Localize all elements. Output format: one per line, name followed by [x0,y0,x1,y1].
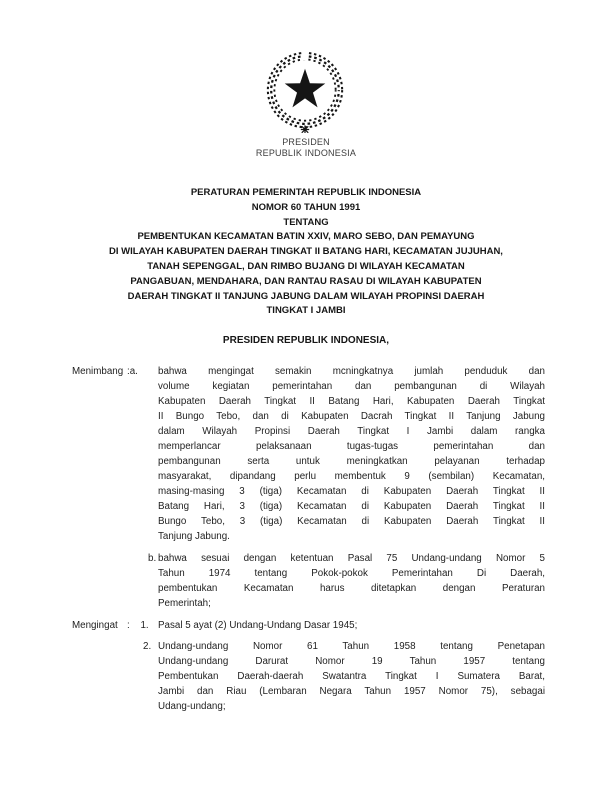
clause-mengingat-1 [72,618,545,633]
clause-menimbang-b [72,551,545,611]
text-line: volume kegiatan pemerintahan dan pembangunan di Wilayah [158,381,545,392]
clause-marker: 2. [143,641,152,652]
text-line: DI WILAYAH KABUPATEN DAERAH TINGKAT II BATANG HARI, KECAMATAN JUJUHAN, [109,246,503,258]
letterhead-institution: PRESIDEN [282,137,330,147]
presidential-seal-image [266,49,344,133]
letterhead [0,137,612,160]
text-line: Udang-undang; [158,701,226,712]
text-line: Tanjung Jabung. [158,531,230,542]
text-line: Undang-undang Darurat Nomor 19 Tahun 1957 tentang [158,656,545,667]
text-line: II Bungo Tebo, dan di Kabupaten Dacrah Tingkat II Tanjung Jabung [158,411,545,422]
clause-text [158,551,545,611]
clause-label: Menimbang [72,366,124,377]
text-line: PANGABUAN, MENDAHARA, DAN RANTAU RASAU DI WILAYAH KABUPATEN [130,275,482,287]
star-icon [285,69,326,108]
clause-marker: b. [148,553,157,564]
text-line: dalam Wilayah Propinsi Daerah Tingkat I Jambi dalam rangka [158,426,545,437]
clause-text [158,364,545,544]
text-line: pembentukan Kecamatan harus ditetapkan dengan Peraturan [158,583,545,594]
salutation: PRESIDEN REPUBLIK INDONESIA, [222,335,390,346]
ribbon-knot-icon [301,125,309,133]
clause-mengingat-2 [72,639,545,714]
text-line: PERATURAN PEMERINTAH REPUBLIK INDONESIA [190,187,422,198]
text-line: Jambi dan Riau (Lembaran Negara Tahun 1957 Nomor 75), sebagai [158,686,545,697]
clause-menimbang-a [72,364,545,544]
text-line: pembangunan serta untuk meningkatkan pelayanan terhadap [158,456,545,467]
clauses-section [72,364,545,714]
text-line: Batang Hari, 3 (tiga) Kecamatan di Kabupaten Daerah Tingkat II [158,501,545,512]
text-line: NOMOR 60 TAHUN 1991 [251,201,361,213]
text-line: TANAH SEPENGGAL, DAN RIMBO BUJANG DI WILAYAH KECAMATAN [147,260,465,272]
text-line: Undang-undang Nomor 61 Tahun 1958 tentang Penetapan [158,641,545,652]
text-line: masing-masing 3 (tiga) Kecamatan di Kabupaten Daerah Tingkat II [158,486,545,497]
text-line: Tahun 1974 tentang Pokok-pokok Pemerintahan Di Daerah, [158,568,545,579]
text-line: memperlancar pelaksanaan tugas-tugas pemerintahan dan [158,441,545,452]
text-line: bahwa mengingat semakin mcningkatnya jumlah penduduk dan [158,366,545,377]
presidential-seal [266,49,344,133]
text-line: TINGKAT I JAMBI [266,305,346,317]
letterhead-country: REPUBLIK INDONESIA [255,148,357,159]
text-line: bahwa sesuai dengan ketentuan Pasal 75 Undang-undang Nomor 5 [158,553,545,564]
clause-marker: :a. [127,366,138,377]
text-line: Pemerintah; [158,598,211,609]
text-line: DAERAH TINGKAT II TANJUNG JABUNG DALAM WILAYAH PROPINSI DAERAH [127,290,485,302]
text-line: Pembentukan Daerah-daerah Swatantra Tingkat I Sumatera Barat, [158,671,545,682]
text-line: Kabupaten Daerah Tingkat II Batang Hari, Kabupaten Daerah Tingkat [158,396,545,407]
clause-label: Mengingat [72,620,118,631]
clause-text [158,639,545,714]
clause-marker: : 1. [127,620,149,631]
text-line: PEMBENTUKAN KECAMATAN BATIN XXIV, MARO SEBO, DAN PEMAYUNG [137,231,475,243]
text-line: Pasal 5 ayat (2) Undang-Undang Dasar 1945; [158,620,358,631]
title-block [40,186,572,319]
wreath-top-gap [302,49,309,60]
text-line: TENTANG [283,216,329,228]
text-line: Bungo Tebo, 3 (tiga) Kecamatan di Kabupaten Daerah Tingkat II [158,516,545,527]
text-line: masyarakat, dipandang perlu membentuk 9 (sembilan) Kecamatan, [158,471,545,482]
clause-text [158,618,545,633]
